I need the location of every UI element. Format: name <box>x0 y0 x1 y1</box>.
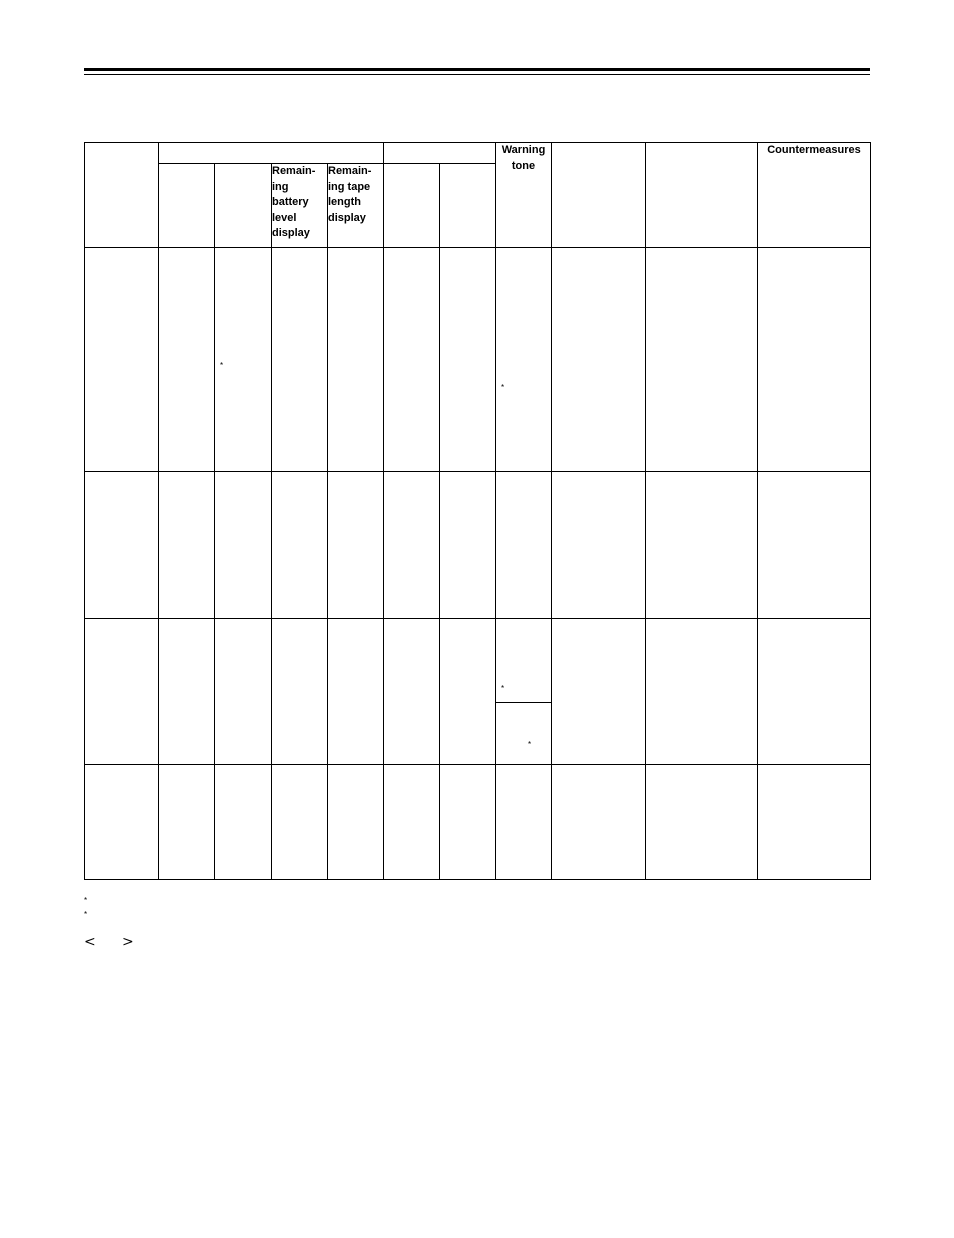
table-cell <box>215 619 272 765</box>
asterisk-mark: * <box>528 740 532 749</box>
table-cell <box>440 765 496 880</box>
table-cell <box>272 248 328 472</box>
table-cell <box>440 248 496 472</box>
header-cell-empty <box>85 143 159 248</box>
table-cell <box>552 248 646 472</box>
table-cell <box>159 765 215 880</box>
table-cell <box>328 248 384 472</box>
header-countermeasures <box>758 143 871 248</box>
table-cell <box>328 472 384 619</box>
header-rule-thin <box>84 74 870 75</box>
table-cell <box>496 619 552 703</box>
table-cell <box>758 619 871 765</box>
table-cell <box>159 472 215 619</box>
table-cell <box>215 765 272 880</box>
header-cell-empty <box>159 164 215 248</box>
table-cell <box>85 765 159 880</box>
table-cell <box>384 472 440 619</box>
table-cell <box>440 619 496 765</box>
header-warning-tone <box>496 143 552 248</box>
footnotes <box>84 894 87 922</box>
table-cell <box>496 703 552 765</box>
table-cell <box>272 765 328 880</box>
footnote-mark: * <box>84 896 88 905</box>
header-remaining-battery <box>272 164 328 248</box>
table-row <box>85 765 871 880</box>
header-cell-empty <box>384 164 440 248</box>
table-cell <box>159 619 215 765</box>
asterisk-mark: * <box>501 684 505 693</box>
table-cell <box>646 248 758 472</box>
remaining-tape-label: Remain- ing tape length display <box>328 165 372 224</box>
table-cell <box>440 472 496 619</box>
asterisk-mark: * <box>501 383 505 392</box>
table-cell <box>328 619 384 765</box>
table-cell <box>272 472 328 619</box>
table-cell <box>758 765 871 880</box>
header-row-1 <box>85 143 871 164</box>
footnote-mark: * <box>84 910 88 919</box>
header-rule-thick <box>84 68 870 71</box>
table-cell <box>496 472 552 619</box>
header-remaining-tape <box>328 164 384 248</box>
header-cell-empty <box>215 164 272 248</box>
open-angle-bracket: < <box>84 934 96 950</box>
table-row <box>85 619 871 703</box>
table-cell <box>272 619 328 765</box>
table-cell <box>758 248 871 472</box>
warning-tone-label: Warning tone <box>501 144 546 172</box>
table-cell <box>552 472 646 619</box>
countermeasures-label: Countermeasures <box>767 144 861 156</box>
remaining-battery-label: Remain- ing battery level display <box>272 165 316 239</box>
table-cell <box>159 248 215 472</box>
header-cell-empty <box>646 143 758 248</box>
table-cell <box>85 248 159 472</box>
header-group-lamp <box>384 143 496 164</box>
table-cell <box>384 619 440 765</box>
table-cell <box>384 765 440 880</box>
table-row <box>85 472 871 619</box>
table-cell <box>496 248 552 472</box>
table-cell <box>646 765 758 880</box>
table-cell <box>85 472 159 619</box>
close-angle-bracket: > <box>122 934 134 950</box>
table-cell <box>646 619 758 765</box>
table-cell <box>328 765 384 880</box>
header-cell-empty <box>552 143 646 248</box>
table-cell <box>215 472 272 619</box>
header-cell-empty <box>440 164 496 248</box>
warning-table <box>84 142 871 880</box>
table-cell <box>85 619 159 765</box>
table-cell <box>646 472 758 619</box>
table-cell <box>552 765 646 880</box>
table-cell <box>496 765 552 880</box>
asterisk-mark: * <box>220 361 224 370</box>
table-cell <box>384 248 440 472</box>
table-row <box>85 248 871 472</box>
header-group-display <box>159 143 384 164</box>
table-cell <box>758 472 871 619</box>
table-cell <box>215 248 272 472</box>
